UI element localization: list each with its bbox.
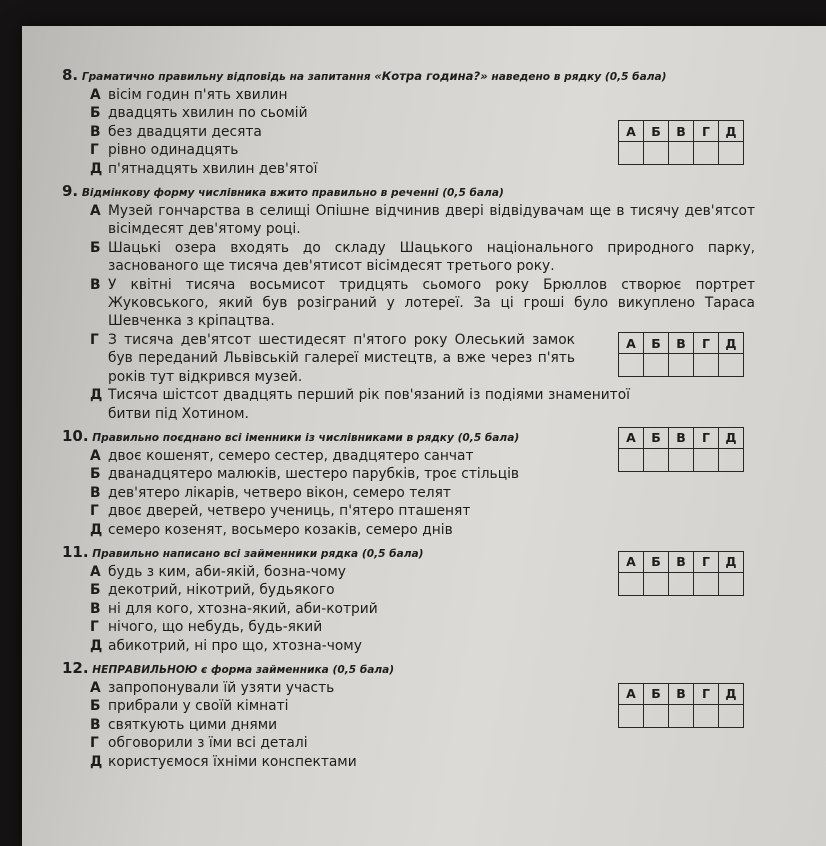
option-a bbox=[62, 202, 755, 239]
test-content bbox=[62, 66, 762, 775]
answer-letter-header: В bbox=[669, 333, 694, 354]
answer-letter-header: А bbox=[619, 427, 644, 448]
answer-cell[interactable] bbox=[644, 448, 669, 471]
answer-cell[interactable] bbox=[619, 448, 644, 471]
answer-grid-10 bbox=[618, 427, 744, 472]
option-text: двадцять хвилин по сьомій bbox=[108, 105, 308, 122]
option-letter: В bbox=[90, 123, 101, 140]
answer-grid-9 bbox=[618, 332, 744, 377]
answer-cell[interactable] bbox=[644, 354, 669, 377]
option-text: дванадцятеро малюків, шестеро парубків, троє стільців bbox=[108, 466, 520, 483]
option-letter: Д bbox=[90, 387, 103, 404]
answer-cell[interactable] bbox=[669, 572, 694, 595]
answer-cell[interactable] bbox=[719, 572, 744, 595]
answer-cell[interactable] bbox=[694, 354, 719, 377]
option-v bbox=[62, 276, 755, 331]
option-letter: Б bbox=[90, 698, 101, 715]
option-text: святкують цими днями bbox=[108, 716, 278, 733]
option-letter: В bbox=[90, 276, 101, 293]
answer-letter-header: А bbox=[619, 683, 644, 704]
option-text: будь з ким, аби-якій, бозна-чому bbox=[108, 563, 346, 580]
option-text: ні для кого, хтозна-який, аби-котрий bbox=[108, 600, 378, 617]
option-d bbox=[62, 521, 762, 539]
option-v bbox=[62, 484, 762, 502]
question-number: 8. bbox=[62, 66, 79, 84]
option-text: вісім годин п'ять хвилин bbox=[108, 87, 288, 103]
answer-grid-12 bbox=[618, 683, 744, 728]
option-letter: А bbox=[90, 447, 101, 464]
option-letter: Г bbox=[90, 503, 99, 520]
option-text: запропонували їй узяти участь bbox=[108, 679, 335, 696]
option-d bbox=[62, 753, 762, 771]
option-letter: Г bbox=[90, 619, 99, 636]
answer-cell[interactable] bbox=[669, 448, 694, 471]
answer-cell[interactable] bbox=[694, 704, 719, 727]
answer-letter-header: В bbox=[669, 551, 694, 572]
answer-letter-header: Д bbox=[719, 683, 744, 704]
answer-cell[interactable] bbox=[694, 142, 719, 165]
answer-letter-header: Г bbox=[694, 333, 719, 354]
answer-cell[interactable] bbox=[669, 704, 694, 727]
answer-letter-header: Б bbox=[644, 121, 669, 142]
option-text: декотрий, нікотрий, будьякого bbox=[108, 582, 335, 599]
option-text: дев'ятеро лікарів, четверо вікон, семеро телят bbox=[108, 484, 451, 501]
answer-cell[interactable] bbox=[644, 572, 669, 595]
answer-letter-header: В bbox=[669, 427, 694, 448]
option-letter: В bbox=[90, 716, 101, 733]
option-g bbox=[62, 331, 575, 386]
answer-grid-11 bbox=[618, 551, 744, 596]
answer-cell[interactable] bbox=[669, 354, 694, 377]
option-text: Шацькі озера входять до складу Шацького національного природного парку, заснованого ще тисяча дев'ятисот вісімдесят третього року. bbox=[108, 239, 755, 275]
option-text: користуємося їхніми конспектами bbox=[108, 753, 357, 770]
quoted-question: «Котра година?» bbox=[374, 69, 488, 83]
option-d bbox=[62, 637, 762, 655]
option-letter: А bbox=[90, 87, 101, 103]
question-12-prompt: 12. НЕПРАВИЛЬНОЮ є форма займенника (0,5 бала) bbox=[62, 658, 395, 677]
question-11-prompt: 11. Правильно написано всі займенники рядка (0,5 бала) bbox=[62, 542, 424, 561]
answer-cell[interactable] bbox=[619, 572, 644, 595]
answer-cell[interactable] bbox=[719, 142, 744, 165]
option-g bbox=[62, 734, 762, 752]
answer-letter-header: Д bbox=[719, 551, 744, 572]
question-9 bbox=[62, 182, 762, 423]
option-a bbox=[62, 86, 762, 104]
question-9-prompt: 9. Відмінкову форму числівника вжито правильно в реченні (0,5 бала) bbox=[62, 182, 504, 201]
answer-letter-header: Б bbox=[644, 427, 669, 448]
option-text: п'ятнадцять хвилин дев'ятої bbox=[108, 160, 318, 177]
option-letter: А bbox=[90, 679, 101, 696]
option-text: прибрали у своїй кімнаті bbox=[108, 698, 289, 715]
option-letter: Г bbox=[90, 142, 99, 159]
option-letter: Г bbox=[90, 331, 99, 348]
answer-letter-header: Д bbox=[719, 333, 744, 354]
option-letter: Д bbox=[90, 637, 103, 654]
question-12 bbox=[62, 659, 762, 771]
answer-letter-header: Д bbox=[719, 427, 744, 448]
answer-cell[interactable] bbox=[669, 142, 694, 165]
answer-letter-header: В bbox=[669, 683, 694, 704]
option-letter: Д bbox=[90, 753, 103, 770]
answer-letter-header: Г bbox=[694, 551, 719, 572]
option-letter: Б bbox=[90, 582, 101, 599]
question-11 bbox=[62, 543, 762, 655]
question-10-prompt: 10. Правильно поєднано всі іменники із числівниками в рядку (0,5 бала) bbox=[62, 426, 520, 445]
answer-cell[interactable] bbox=[719, 704, 744, 727]
option-g bbox=[62, 502, 762, 520]
option-letter: В bbox=[90, 600, 101, 617]
answer-letter-header: А bbox=[619, 551, 644, 572]
option-text: У квітні тисяча восьмисот тридцять сьомого року Брюллов створює портрет Жуковського, який був розіграний у лотереї. За ці гроші було викуплено Тараса Шевченка з кріпацтва. bbox=[108, 276, 755, 330]
option-letter: А bbox=[90, 203, 101, 220]
answer-cell[interactable] bbox=[619, 142, 644, 165]
answer-grid-8 bbox=[618, 120, 744, 165]
option-d bbox=[62, 386, 630, 423]
answer-letter-header: Г bbox=[694, 121, 719, 142]
answer-letter-header: Б bbox=[644, 551, 669, 572]
answer-cell[interactable] bbox=[644, 704, 669, 727]
answer-letter-header: Г bbox=[694, 427, 719, 448]
option-text: Тисяча шістсот двадцять перший рік пов'язаний із подіями знаменитої битви під Хотином. bbox=[108, 387, 630, 422]
option-letter: А bbox=[90, 563, 101, 580]
answer-letter-header: В bbox=[669, 121, 694, 142]
answer-cell[interactable] bbox=[644, 142, 669, 165]
option-text: без двадцяти десята bbox=[108, 123, 262, 140]
answer-cell[interactable] bbox=[719, 354, 744, 377]
option-text: нічого, що небудь, будь-який bbox=[108, 619, 323, 636]
answer-letter-header: Д bbox=[719, 121, 744, 142]
option-text: З тисяча дев'ятсот шестидесят п'ятого року Олеський замок був переданий Львівській галереї мистецтв, а вже через п'ять років тут відкрився музей. bbox=[108, 331, 575, 385]
option-letter: Б bbox=[90, 105, 101, 122]
question-8-prompt: 8. Граматично правильну відповідь на запитання «Котра година?» наведено в рядку (0,5 бала) bbox=[62, 66, 667, 84]
answer-cell[interactable] bbox=[619, 704, 644, 727]
answer-cell[interactable] bbox=[619, 354, 644, 377]
question-8 bbox=[62, 66, 762, 178]
answer-cell[interactable] bbox=[694, 572, 719, 595]
option-letter: Д bbox=[90, 521, 103, 538]
option-text: семеро козенят, восьмеро козаків, семеро днів bbox=[108, 521, 453, 538]
answer-letter-header: Б bbox=[644, 683, 669, 704]
option-text: обговорили з їми всі деталі bbox=[108, 735, 308, 752]
option-letter: Б bbox=[90, 239, 101, 256]
option-letter: Г bbox=[90, 735, 99, 752]
answer-letter-header: А bbox=[619, 121, 644, 142]
option-letter: Д bbox=[90, 160, 103, 177]
answer-letter-header: Г bbox=[694, 683, 719, 704]
option-b bbox=[62, 239, 755, 276]
answer-letter-header: Б bbox=[644, 333, 669, 354]
option-v bbox=[62, 600, 762, 618]
option-text: двоє дверей, четверо учениць, п'ятеро пташенят bbox=[108, 503, 471, 520]
answer-cell[interactable] bbox=[719, 448, 744, 471]
option-text: рівно одинадцять bbox=[108, 142, 239, 159]
option-text: двоє кошенят, семеро сестер, двадцятеро санчат bbox=[108, 447, 474, 464]
question-10 bbox=[62, 427, 762, 539]
option-letter: Б bbox=[90, 466, 101, 483]
option-text: Музей гончарства в селищі Опішне відчинив двері відвідувачам ще в тисячу дев'ятсот вісімдесят дев'ятому році. bbox=[108, 203, 755, 238]
answer-cell[interactable] bbox=[694, 448, 719, 471]
option-g bbox=[62, 618, 762, 636]
option-text: абикотрий, ні про що, хтозна-чому bbox=[108, 637, 362, 654]
answer-letter-header: А bbox=[619, 333, 644, 354]
option-letter: В bbox=[90, 484, 101, 501]
